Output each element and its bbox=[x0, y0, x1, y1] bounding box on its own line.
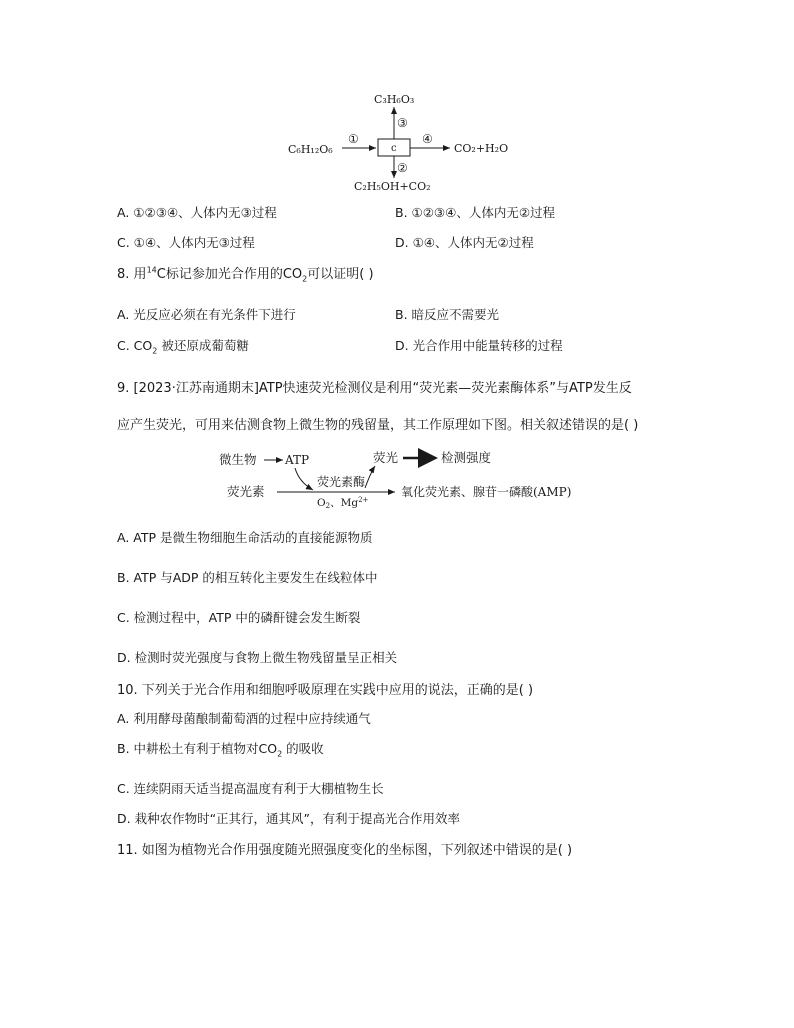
q8-option-d[interactable]: D. 光合作用中能量转移的过程 bbox=[395, 338, 563, 353]
detect-intensity-label: 检测强度 bbox=[441, 450, 492, 465]
q8-text-post: 可以证明( ) bbox=[307, 267, 374, 282]
q8-option-c-pre: C. CO bbox=[117, 338, 153, 353]
q8-option-a[interactable]: A. 光反应必须在有光条件下进行 bbox=[117, 307, 296, 322]
q9-option-d[interactable]: D. 检测时荧光强度与食物上微生物残留量呈正相关 bbox=[117, 650, 398, 665]
q8-text-mid: C标记参加光合作用的CO bbox=[156, 267, 303, 282]
atp-fluorescence-diagram bbox=[215, 448, 595, 510]
q10-stem: 10. 下列关于光合作用和细胞呼吸原理在实践中应用的说法，正确的是( ) bbox=[117, 683, 534, 698]
fluorescence-label: 荧光 bbox=[373, 450, 399, 465]
ethanol-label: C₂H₅OH+CO₂ bbox=[354, 180, 431, 193]
glucose-label: C₆H₁₂O₆ bbox=[288, 143, 333, 156]
q7-option-d[interactable]: D. ①④、人体内无②过程 bbox=[395, 235, 534, 250]
metabolism-diagram bbox=[280, 90, 530, 196]
q10-option-b-pre: B. 中耕松土有利于植物对CO bbox=[117, 741, 278, 756]
q10-option-b-post: 的吸收 bbox=[282, 741, 324, 756]
q10-option-b-sub: 2 bbox=[277, 749, 283, 759]
condition-label: O2、$Mg^{2+}$ bbox=[317, 496, 369, 510]
q8-text-pre: 用 bbox=[133, 267, 147, 282]
step3-label: ③ bbox=[397, 116, 408, 130]
q8-option-b[interactable]: B. 暗反应不需要光 bbox=[395, 307, 500, 322]
lactic-acid-label: C₃H₆O₃ bbox=[374, 93, 415, 106]
luciferin-label: 荧光素 bbox=[227, 484, 265, 499]
q7-option-a[interactable]: A. ①②③④、人体内无③过程 bbox=[117, 205, 277, 220]
q8-stem bbox=[117, 263, 374, 284]
q10-option-a[interactable]: A. 利用酵母菌酿制葡萄酒的过程中应持续通气 bbox=[117, 711, 371, 726]
microbe-label: 微生物 bbox=[219, 452, 257, 467]
q10-option-d[interactable]: D. 栽种农作物时“正其行，通其风”，有利于提高光合作用效率 bbox=[117, 811, 461, 826]
q8-number: 8. bbox=[117, 267, 130, 282]
q9-option-b[interactable]: B. ATP 与ADP 的相互转化主要发生在线粒体中 bbox=[117, 570, 378, 585]
q11-stem: 11. 如图为植物光合作用强度随光照强度变化的坐标图，下列叙述中错误的是( ) bbox=[117, 843, 573, 858]
q8-option-c-post: 被还原成葡萄糖 bbox=[157, 338, 249, 353]
step2-label: ② bbox=[397, 161, 408, 175]
q10-option-b[interactable] bbox=[117, 739, 324, 759]
step4-label: ④ bbox=[422, 132, 433, 146]
q8-option-c-sub: 2 bbox=[152, 346, 158, 356]
center-label: c bbox=[391, 143, 397, 154]
atp-label: ATP bbox=[285, 453, 310, 467]
q8-option-c[interactable] bbox=[117, 336, 249, 356]
q9-option-c[interactable]: C. 检测过程中，ATP 中的磷酐键会发生断裂 bbox=[117, 610, 361, 625]
q8-co2-sub: 2 bbox=[302, 274, 308, 284]
step1-label: ① bbox=[348, 132, 359, 146]
q9-option-a[interactable]: A. ATP 是微生物细胞生命活动的直接能源物质 bbox=[117, 530, 373, 545]
q9-stem-line2: 应产生荧光，可用来估测食物上微生物的残留量，其工作原理如下图。相关叙述错误的是( ) bbox=[117, 418, 639, 433]
q10-option-c[interactable]: C. 连续阴雨天适当提高温度有利于大棚植物生长 bbox=[117, 781, 384, 796]
reaction-to-fluorescence-arrow bbox=[365, 466, 375, 488]
q7-option-c[interactable]: C. ①④、人体内无③过程 bbox=[117, 235, 255, 250]
enzyme-label: 荧光素酶 bbox=[317, 475, 366, 489]
atp-to-reaction-arrow bbox=[295, 468, 313, 490]
co2-water-label: CO₂+H₂O bbox=[454, 142, 509, 155]
q8-isotope-sup: 14 bbox=[146, 265, 157, 275]
products-label: 氧化荧光素、腺苷一磷酸(AMP) bbox=[401, 485, 572, 499]
q9-stem-line1: 9. [2023·江苏南通期末]ATP快速荧光检测仪是利用“荧光素—荧光素酶体系”与ATP发生反 bbox=[117, 381, 632, 396]
q7-option-b[interactable]: B. ①②③④、人体内无②过程 bbox=[395, 205, 556, 220]
